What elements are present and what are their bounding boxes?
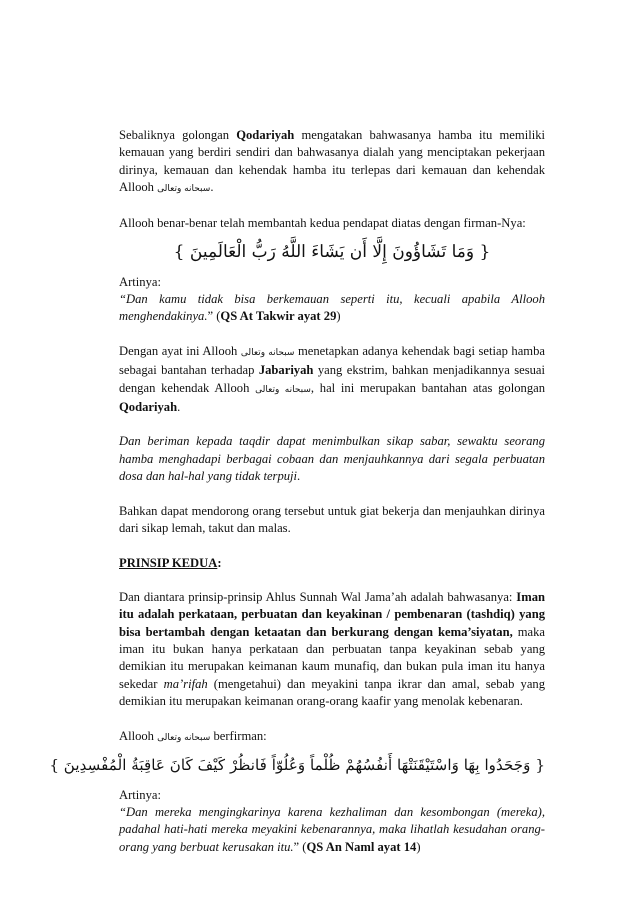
bold-definition: Iman itu adalah perkataan, perbuatan dan keyakinan / pembenaran (tashdiq) yang bisa bertambah dengan ketaatan dan berkurang dengan kema’siyatan, (119, 590, 545, 639)
text: . (177, 399, 181, 414)
term-qodariyah: Qodariyah (236, 128, 295, 142)
text: berfirman: (210, 728, 267, 743)
paragraph-berfirman (119, 728, 545, 747)
text: Dengan ayat ini Allooh (119, 343, 241, 358)
verse-reference: QS At Takwir ayat 29 (220, 309, 337, 324)
paragraph-qodariyah (119, 127, 545, 198)
text: (mengetahui) dan meyakini tanpa ikrar dan amal, sebab yang demikian itu merupakan keimanan orang-orang kaafir yang menolak kebenaran. (119, 676, 546, 708)
paragraph-sabar (119, 433, 545, 485)
text: , hal ini merupakan bantahan atas golongan (310, 380, 546, 395)
heading-prinsip-kedua: PRINSIP KEDUA (119, 555, 218, 570)
translation-quote: “Dan mereka mengingkarinya karena kezhaliman dan kesombongan (mereka), padahal hati-hati mereka meyakini kebenarannya, maka lihatlah kesudahan orang-orang yang berbuat kerusakan itu. (119, 805, 545, 854)
term-jabariyah: Jabariyah (258, 363, 314, 378)
translation-2 (119, 804, 545, 856)
arabic-honorific: سبحانه وتعالى (255, 384, 311, 395)
quran-verse-2: { وَجَحَدُوا بِهَا وَاسْتَيْقَنَتْهَا أَنفُسُهُمْ ظُلْماً وَعُلُوّاً فَانظُرْ كَيْفَ كَانَ عَاقِبَةُ الْمُفْسِدِينَ } (49, 755, 545, 774)
text: Dan diantara prinsip-prinsip Ahlus Sunnah Wal Jama’ah adalah bahwasanya: (119, 590, 517, 605)
text: ” ( (293, 839, 307, 854)
text: mengatakan bahwasanya hamba itu memiliki kemauan yang berdiri sendiri dan bahwasanya dialah yang menciptakan pekerjaan dirinya, kemauan dan kehendak hamba itu terlepas dari kemauan dan kehendak Allooh (119, 128, 545, 194)
paragraph-mendorong: Bahkan dapat mendorong orang tersebut untuk giat bekerja dan menjauhkan dirinya dari sikap lemah, takut dan malas. (119, 503, 545, 535)
paragraph-iman (119, 589, 545, 710)
text: . (297, 469, 301, 484)
text: menetapkan adanya kehendak bagi setiap hamba sebagai bantahan terhadap (119, 343, 545, 378)
arabic-honorific: سبحانه وتعالى (157, 183, 211, 194)
text: maka iman itu bukan hanya perkataan dan perbuatan tanpa keyakinan sebab yang demikian itu merupakan keimanan kaum munafiq, dan bukan pula iman itu hanya sekedar (119, 624, 546, 691)
text: Sebaliknya golongan (119, 128, 237, 142)
text: ” ( (207, 309, 221, 324)
text: ) (416, 839, 421, 854)
quran-verse-1: { وَمَا تَشَاؤُونَ إِلَّا أَن يَشَاءَ اللَّهُ رَبُّ الْعَالَمِينَ } (173, 241, 491, 262)
translation-label-1: Artinya: (119, 274, 161, 289)
paragraph-intro-verse: Allooh benar-benar telah membantah kedua pendapat diatas dengan firman-Nya: (119, 216, 526, 231)
text: Allooh (119, 728, 158, 743)
translation-quote: “Dan kamu tidak bisa berkemauan seperti itu, kecuali apabila Allooh menghendakinya. (119, 292, 545, 324)
text: . (210, 179, 214, 194)
arabic-honorific: سبحانه وتعالى (157, 732, 211, 743)
arabic-honorific: سبحانه وتعالى (240, 347, 295, 358)
text: yang ekstrim, bahkan menjadikannya sesuai dengan kehendak Allooh (119, 363, 545, 395)
document-page (49, 127, 546, 856)
italic-text: Dan beriman kepada taqdir dapat menimbulkan sikap sabar, sewaktu seorang hamba menghadapi berbagai cobaan dan menjauhkannya dari segala perbuatan dosa dan hal-hal yang tidak terpuji (119, 434, 545, 484)
section-heading (119, 555, 545, 572)
translation-label-2: Artinya: (119, 787, 161, 802)
term-marifah: ma’rifah (163, 676, 208, 691)
term-qodariyah: Qodariyah (119, 399, 178, 414)
verse-reference: QS An Naml ayat 14 (306, 839, 417, 854)
paragraph-jabariyah (119, 343, 545, 416)
text: ) (336, 309, 341, 324)
text: : (217, 555, 222, 570)
translation-1 (119, 291, 545, 326)
